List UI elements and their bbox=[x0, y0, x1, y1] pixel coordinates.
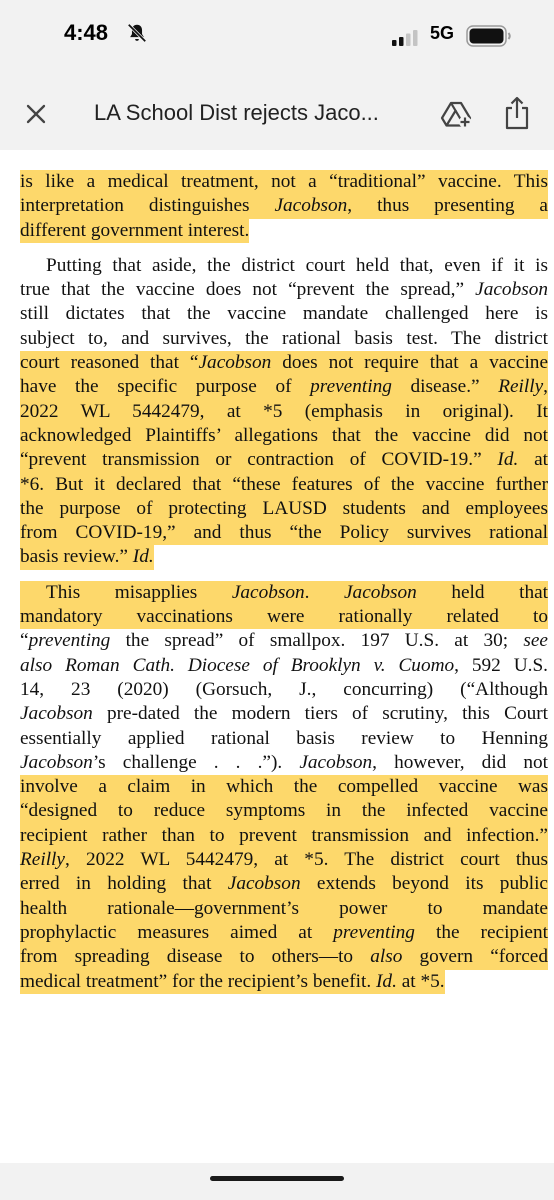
text-line bbox=[20, 254, 548, 278]
text-line bbox=[20, 219, 548, 243]
text-segment: Putting that aside, the district court held that, even if it is bbox=[46, 254, 548, 276]
text-segment: interpretation distinguishes Jacobson, thus presenting a bbox=[20, 195, 548, 217]
text-line bbox=[20, 473, 548, 497]
text-segment: health rationale—government’s power to mandate bbox=[20, 897, 548, 919]
text-line bbox=[20, 400, 548, 424]
text-segment: acknowledged Plaintiffs’ allegations that the vaccine did not bbox=[20, 424, 548, 446]
text-line bbox=[20, 727, 548, 751]
text-segment: also Roman Cath. Diocese of Brooklyn v. Cuomo, 592 U.S. bbox=[20, 654, 548, 676]
text-segment: Jacobson’s challenge . . .”). Jacobson, however, did not bbox=[20, 751, 548, 773]
text-line bbox=[20, 702, 548, 726]
text-segment: true that the vaccine does not “prevent the spread,” Jacobson bbox=[20, 279, 548, 301]
text-line bbox=[20, 545, 548, 569]
text-line bbox=[20, 629, 548, 653]
bell-slash-icon bbox=[126, 22, 148, 44]
text-line bbox=[20, 497, 548, 521]
text-line bbox=[20, 278, 548, 302]
text-line bbox=[20, 824, 548, 848]
text-segment: court reasoned that “Jacobson does not require that a vaccine bbox=[20, 352, 549, 374]
text-segment: Jacobson pre-dated the modern tiers of scrutiny, this Court bbox=[20, 703, 548, 725]
text-segment: “preventing the spread” of smallpox. 197 U.S. at 30; see bbox=[20, 630, 548, 652]
text-line bbox=[20, 970, 548, 994]
text-line bbox=[20, 897, 548, 921]
text-segment: mandatory vaccinations were rationally related to bbox=[20, 606, 548, 628]
text-segment: subject to, and survives, the rational basis test. The district bbox=[20, 327, 548, 349]
text-segment: Reilly, 2022 WL 5442479, at *5. The district court thus bbox=[20, 849, 548, 871]
text-segment: basis review.” Id. bbox=[20, 545, 154, 569]
text-line bbox=[20, 775, 548, 799]
text-line bbox=[20, 799, 548, 823]
battery-icon bbox=[466, 25, 512, 47]
text-line bbox=[20, 654, 548, 678]
text-segment: the purpose of protecting LAUSD students and employees bbox=[20, 497, 548, 519]
document-page bbox=[0, 150, 554, 1163]
text-line bbox=[20, 327, 548, 351]
text-line bbox=[20, 848, 548, 872]
close-icon[interactable] bbox=[24, 102, 48, 126]
text-line bbox=[20, 424, 548, 448]
text-line bbox=[20, 945, 548, 969]
text-line bbox=[20, 605, 548, 629]
text-segment: erred in holding that Jacobson extends beyond its public bbox=[20, 873, 548, 895]
text-line bbox=[20, 921, 548, 945]
text-line bbox=[20, 678, 548, 702]
text-segment: different government interest. bbox=[20, 219, 249, 243]
network-type: 5G bbox=[430, 23, 455, 43]
status-bar bbox=[0, 0, 554, 80]
text-line bbox=[20, 751, 548, 775]
status-time: 4:48 bbox=[64, 20, 109, 45]
text-line bbox=[20, 448, 548, 472]
text-line bbox=[20, 170, 548, 194]
text-segment: prophylactic measures aimed at preventing the recipient bbox=[20, 921, 548, 943]
text-segment: medical treatment” for the recipient’s benefit. Id. at *5. bbox=[20, 970, 445, 994]
text-segment: have the specific purpose of preventing disease.” Reilly, bbox=[20, 376, 548, 398]
text-line bbox=[20, 194, 548, 218]
share-icon[interactable] bbox=[504, 96, 530, 130]
text-segment: involve a claim in which the compelled vaccine was bbox=[20, 776, 548, 798]
document-text bbox=[20, 170, 548, 994]
text-segment: is like a medical treatment, not a “traditional” vaccine. This bbox=[20, 171, 548, 192]
text-segment: “prevent transmission or contraction of COVID-19.” Id. at bbox=[20, 449, 548, 471]
text-line bbox=[20, 375, 548, 399]
text-line bbox=[20, 872, 548, 896]
text-line bbox=[20, 351, 548, 375]
text-segment: recipient rather than to prevent transmission and infection.” bbox=[20, 824, 548, 846]
home-indicator[interactable] bbox=[210, 1176, 344, 1181]
text-segment: 14, 23 (2020) (Gorsuch, J., concurring) (“Although bbox=[20, 678, 548, 700]
text-segment: *6. But it declared that “these features of the vaccine further bbox=[20, 473, 548, 495]
text-segment: still dictates that the vaccine mandate challenged here is bbox=[20, 303, 548, 325]
add-to-drive-icon[interactable] bbox=[440, 98, 472, 130]
bottom-bar bbox=[0, 1163, 554, 1200]
text-segment: from spreading disease to others—to also govern “forced bbox=[20, 946, 548, 968]
signal-icon bbox=[392, 30, 418, 46]
text-segment: essentially applied rational basis review to Henning bbox=[20, 727, 548, 749]
app-bar bbox=[0, 80, 554, 148]
text-segment: This misapplies Jacobson. Jacobson held that bbox=[46, 581, 548, 603]
text-segment: from COVID-19,” and thus “the Policy survives rational bbox=[20, 522, 548, 544]
text-line bbox=[20, 302, 548, 326]
text-segment: “designed to reduce symptoms in the infected vaccine bbox=[20, 800, 548, 822]
text-segment: 2022 WL 5442479, at *5 (emphasis in original). It bbox=[20, 400, 548, 422]
text-line bbox=[20, 521, 548, 545]
document-title: LA School Dist rejects Jaco... bbox=[94, 100, 379, 125]
text-line bbox=[20, 581, 548, 605]
